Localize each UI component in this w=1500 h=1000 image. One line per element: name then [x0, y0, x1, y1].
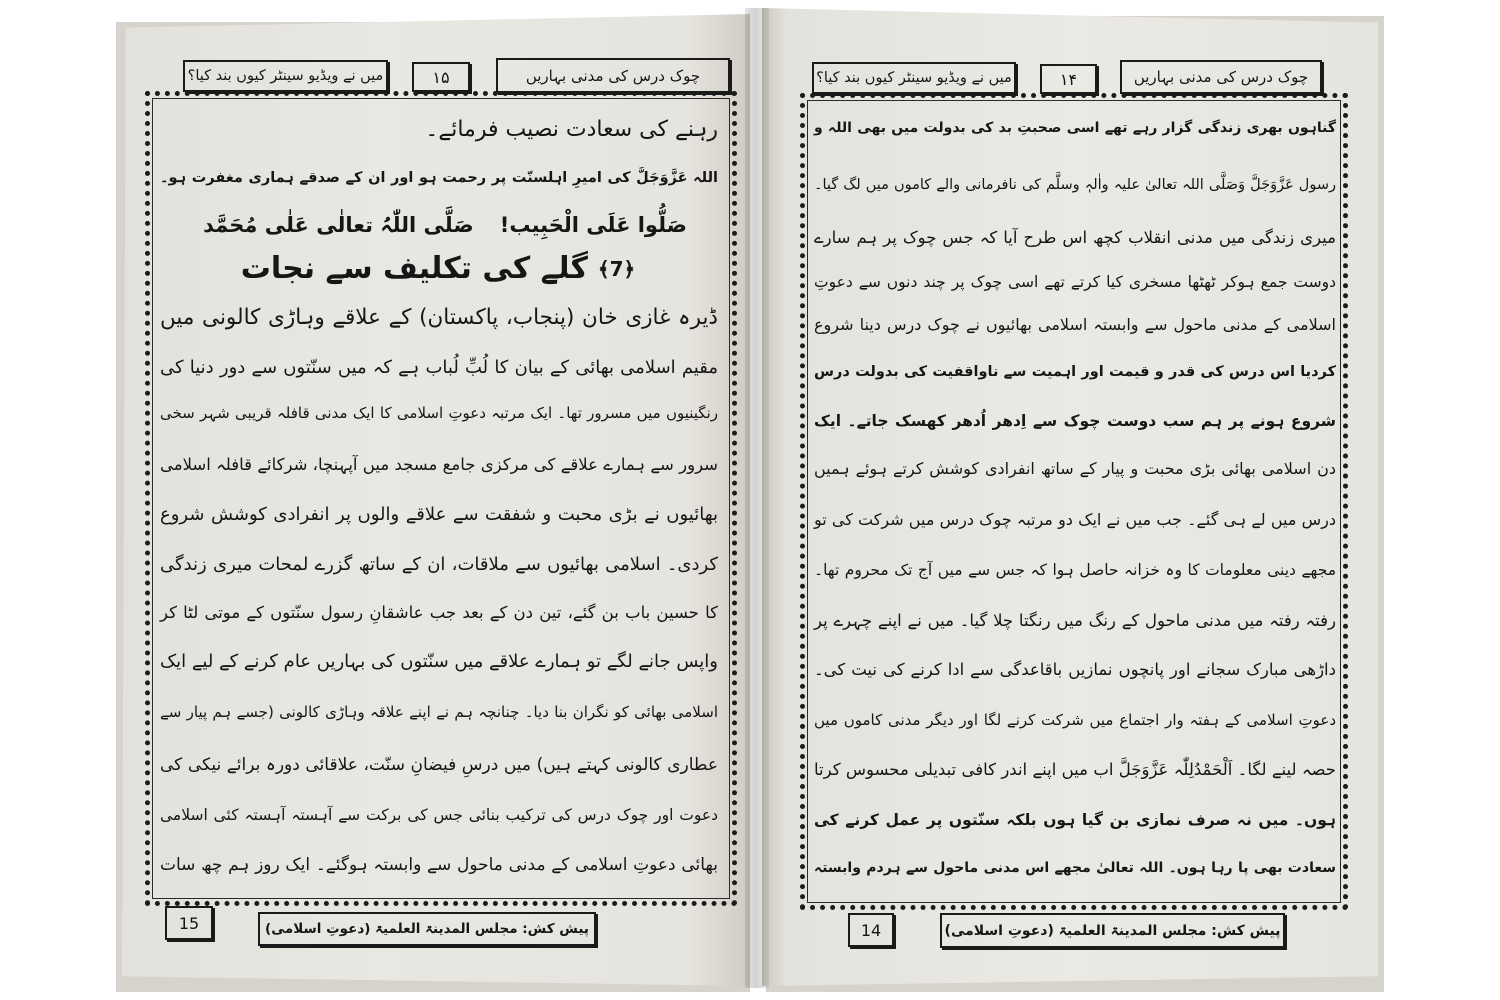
- text-line: [812, 110, 1336, 146]
- left-header-chapter-title: چوک درس کی مدنی بہاریں: [496, 58, 730, 93]
- salutation-second: صَلَّی اللّٰہُ تعالٰی عَلٰی مُحَمَّد: [203, 213, 474, 237]
- text-line-content: رنگینیوں میں مسرور تھا۔ ایک مرتبہ دعوتِ اسلامی کا ایک مدنی قافلہ قریبی شہر سخی: [160, 404, 718, 422]
- text-line: [812, 167, 1336, 203]
- text-line: [158, 160, 718, 196]
- text-line-content: رسول عَزَّوَجَلَّ وَصَلَّی اللہ تعالیٰ علیہ واٰلہٖ وسلَّم کی نافرمانی والے کاموں میں لگ گیا۔: [814, 177, 1336, 193]
- text-line-content: بھائی دعوتِ اسلامی کے مدنی ماحول سے وابستہ ہوگئے۔ ایک روز ہم چھ سات: [160, 855, 718, 875]
- text-line-content: میری زندگی میں مدنی انقلاب کچھ اس طرح آیا کہ جس چوک پر ہم سارے: [814, 228, 1336, 247]
- right-footer-publisher: پیش کش: مجلس المدینۃ العلمیۃ (دعوتِ اسلامی): [940, 913, 1285, 948]
- text-line-content: کردی۔ اسلامی بھائیوں سے ملاقات، ان کے ساتھ گزرے لمحات میری زندگی: [160, 554, 718, 575]
- text-line-content: اسلامی بھائی کو نگران بنا دیا۔ چنانچہ ہم نے اپنے علاقہ وہاڑی کالونی (جسے ہم پیار سے: [160, 703, 718, 721]
- right-footer-page-number: 14: [848, 913, 894, 947]
- text-line: [812, 264, 1336, 300]
- text-line-content: دن اسلامی بھائی بڑی محبت و پیار کے ساتھ انفرادی کوشش کرتے ہوئے ہمیں: [814, 459, 1336, 478]
- text-line-content: سرور سے ہمارے علاقے کی مرکزی جامع مسجد میں آپہنچا، شرکائے قافلہ اسلامی: [160, 455, 718, 474]
- section-heading: [158, 246, 718, 292]
- text-line: [812, 652, 1336, 688]
- text-line-content: بھائیوں نے بڑی محبت و شفقت سے علاقے والوں پر انفرادی کوشش شروع: [160, 504, 718, 525]
- text-line: [158, 497, 718, 533]
- right-header-page-number: ۱۴: [1040, 64, 1097, 94]
- text-line: [158, 547, 718, 583]
- left-header-book-title: میں نے ویڈیو سینٹر کیوں بند کیا؟: [183, 60, 388, 92]
- text-line: [158, 350, 718, 386]
- text-line: [158, 644, 718, 680]
- right-header-book-title: میں نے ویڈیو سینٹر کیوں بند کیا؟: [812, 62, 1016, 94]
- text-line: [812, 307, 1336, 343]
- text-line-content: عطاری کالونی کہتے ہیں) میں درسِ فیضانِ سنّت، علاقائی دورہ برائے نیکی کی: [160, 755, 718, 775]
- book-spine: [745, 8, 769, 988]
- left-header-page-number: ۱۵: [412, 62, 470, 92]
- salutation-first: صَلُّوا عَلَی الْحَبِیب!: [499, 213, 687, 237]
- text-line-content: مجھے دینی معلومات کا وہ خزانہ حاصل ہوا کہ جس سے میں آج تک محروم تھا۔: [814, 561, 1336, 579]
- left-footer-page-number: 15: [165, 906, 213, 940]
- text-line-content: سعادت بھی پا رہا ہوں۔ اللہ تعالیٰ مجھے اس مدنی ماحول سے ہردم وابستہ: [814, 860, 1336, 876]
- text-line-content: داڑھی مبارک سجانے اور پانچوں نمازیں باقاعدگی سے ادا کرنے کی نیت کی۔: [814, 660, 1336, 679]
- text-line: [158, 797, 718, 833]
- text-line: [158, 847, 718, 883]
- text-line-content: رہنے کی سعادت نصیب فرمائے۔: [425, 117, 718, 142]
- text-line: [158, 112, 718, 148]
- text-line-content: اسلامی کے مدنی ماحول سے وابستہ اسلامی بھائیوں نے چوک درس دینا شروع: [814, 315, 1336, 334]
- section-heading-title: گلے کی تکلیف سے نجات: [240, 251, 588, 286]
- text-line: [158, 300, 718, 336]
- text-line-content: درس میں لے ہی گئے۔ جب میں نے ایک دو مرتبہ چوک درس میں شرکت کی تو: [814, 510, 1336, 529]
- right-header-chapter-title: چوک درس کی مدنی بہاریں: [1120, 60, 1322, 94]
- text-line: [158, 447, 718, 483]
- text-line-content: ڈیرہ غازی خان (پنجاب، پاکستان) کے علاقے وہاڑی کالونی میں: [160, 305, 718, 330]
- text-line-content: اللہ عَزَّوَجَلَّ کی امیرِ اہلسنّت پر رحمت ہو اور ان کے صدقے ہماری مغفرت ہو۔: [160, 170, 718, 186]
- text-line: [812, 752, 1336, 788]
- text-line: [812, 502, 1336, 538]
- text-line: [158, 747, 718, 783]
- text-line: [812, 354, 1336, 390]
- text-line: [812, 552, 1336, 588]
- text-line-content: گناہوں بھری زندگی گزار رہے تھے اسی صحبتِ بد کی بدولت میں بھی اللہ و: [814, 120, 1336, 136]
- section-heading-number: ﴿7﴾: [597, 257, 636, 281]
- text-line: [812, 220, 1336, 256]
- text-line-content: کا حسین باب بن گئے، تین دن کے بعد جب عاشقانِ رسول سنّتوں کے موتی لٹا کر: [160, 603, 718, 622]
- text-line-content: کردیا اس درس کی قدر و قیمت اور اہمیت سے ناواقفیت کی بدولت درس: [814, 364, 1336, 380]
- text-line-content: دوست جمع ہوکر ٹھٹھا مسخری کیا کرتے تھے اسی چوک پر چند دنوں سے دعوتِ: [814, 273, 1336, 291]
- text-line-content: شروع ہونے پر ہم سب دوست چوک سے اِدھر اُدھر کھسک جاتے۔ ایک: [814, 412, 1336, 430]
- text-line: [158, 595, 718, 631]
- text-line-content: مقیم اسلامی بھائی کے بیان کا لُبِّ لُباب ہے کہ میں سنّتوں سے دور دنیا کی: [160, 357, 718, 378]
- text-line: [158, 694, 718, 730]
- text-line-content: واپس جانے لگے تو ہمارے علاقے میں سنّتوں کی بہاریں عام کرنے کے لیے ایک: [160, 651, 718, 672]
- text-line-content: حصہ لینے لگا۔ اَلْحَمْدُلِلّٰہ عَزَّوَجَلَّ اب میں اپنے اندر کافی تبدیلی محسوس کرتا: [814, 760, 1336, 779]
- text-line-content: دعوت اور چوک درس کی ترکیب بنائی جس کی برکت سے آہستہ آہستہ کئی اسلامی: [160, 806, 718, 824]
- text-line-content: ہوں۔ میں نہ صرف نمازی بن گیا ہوں بلکہ سنّتوں پر عمل کرنے کی: [814, 811, 1336, 829]
- text-line: [812, 403, 1336, 439]
- text-line: [812, 451, 1336, 487]
- text-line: [158, 395, 718, 431]
- text-line: [812, 702, 1336, 738]
- text-line: [812, 802, 1336, 838]
- text-line: [812, 850, 1336, 886]
- left-footer-publisher: پیش کش: مجلس المدینۃ العلمیۃ (دعوتِ اسلامی): [258, 912, 596, 946]
- text-line: [812, 603, 1336, 639]
- text-line-content: دعوتِ اسلامی کے ہفتہ وار اجتماع میں شرکت کرنے لگا اور دیگر مدنی کاموں میں: [814, 711, 1336, 729]
- text-line-content: رفتہ رفتہ میں مدنی ماحول کے رنگ میں رنگتا چلا گیا۔ میں نے اپنے چہرے پر: [814, 611, 1336, 630]
- salutation-line: [190, 207, 700, 243]
